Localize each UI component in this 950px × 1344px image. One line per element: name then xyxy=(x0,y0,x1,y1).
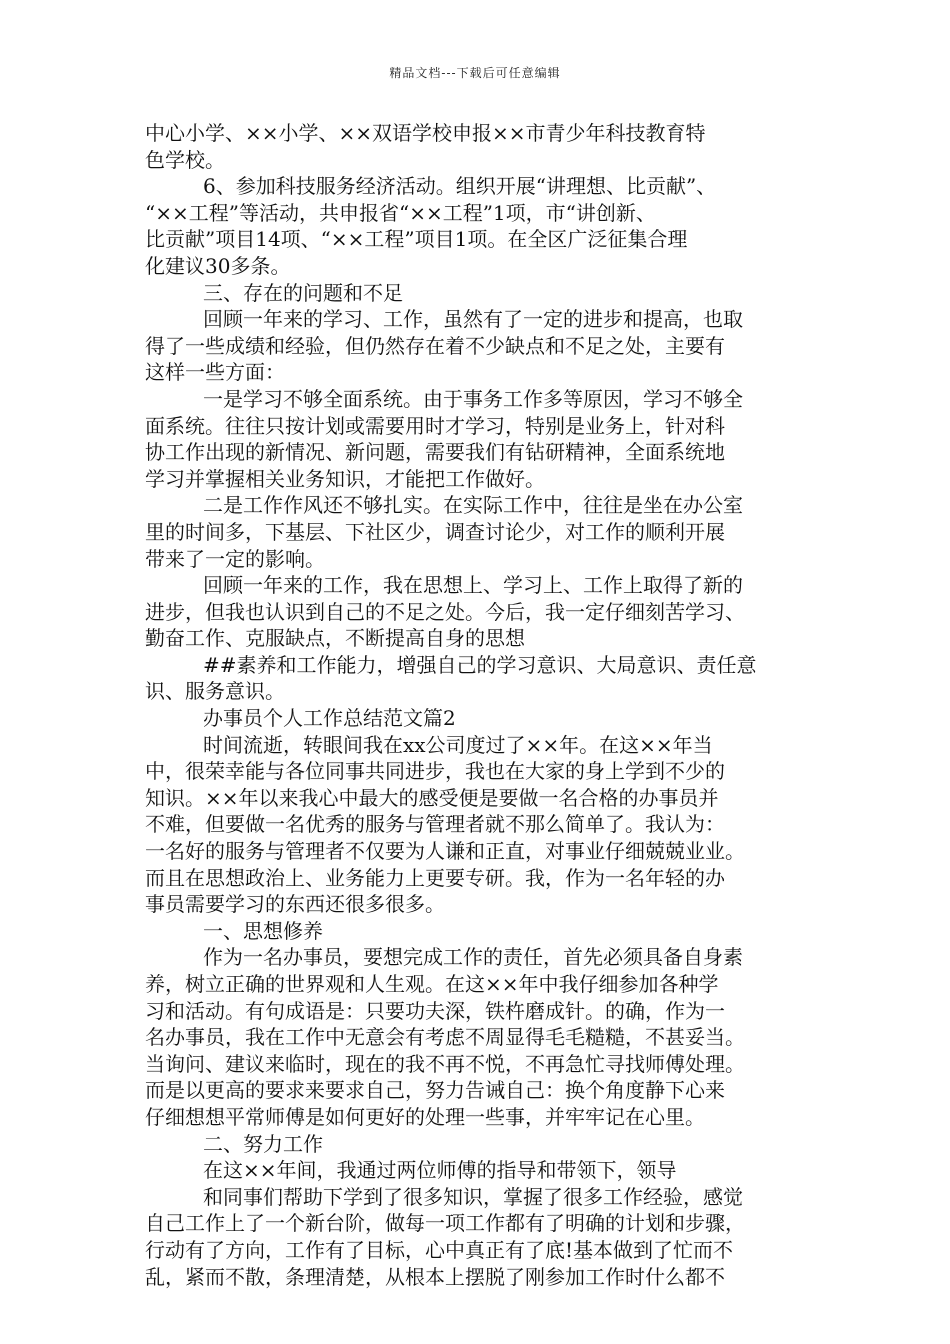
document-body xyxy=(145,120,825,1290)
text-line: 知识。××年以来我心中最大的感受便是要做一名合格的办事员并 xyxy=(145,785,719,810)
text-line: 一是学习不够全面系统。由于事务工作多等原因，学习不够全 xyxy=(203,386,743,411)
text-line: 一名好的服务与管理者不仅要为人谦和正直，对事业仔细兢兢业业。 xyxy=(145,839,745,864)
page-header: 精品文档---下载后可任意编辑 xyxy=(389,66,561,80)
text-line: 面系统。往往只按计划或需要用时才学习，特别是业务上，针对科 xyxy=(145,413,725,438)
text-line: 带来了一定的影响。 xyxy=(145,546,325,571)
text-line: 进步，但我也认识到自己的不足之处。今后，我一定仔细刻苦学习、 xyxy=(145,599,745,624)
text-line: ##素养和工作能力，增强自己的学习意识、大局意识、责任意 xyxy=(203,652,757,677)
text-line: 名办事员，我在工作中无意会有考虑不周显得毛毛糙糙，不甚妥当。 xyxy=(145,1025,745,1050)
text-line: 习和活动。有句成语是：只要功夫深，铁杵磨成针。的确，作为一 xyxy=(145,998,725,1023)
text-line: 乱，紧而不散，条理清楚，从根本上摆脱了刚参加工作时什么都不 xyxy=(145,1264,725,1289)
text-line: 养，树立正确的世界观和人生观。在这××年中我仔细参加各种学 xyxy=(145,972,719,996)
text-line: 学习并掌握相关业务知识，才能把工作做好。 xyxy=(145,466,545,491)
text-line: 化建议30多条。 xyxy=(145,253,291,278)
text-line: 事员需要学习的东西还很多很多。 xyxy=(145,892,445,917)
text-line: 作为一名办事员，要想完成工作的责任，首先必须具备自身素 xyxy=(203,945,743,970)
text-line: 办事员个人工作总结范文篇2 xyxy=(203,706,456,731)
text-line: 6、参加科技服务经济活动。组织开展“讲理想、比贡献”、 xyxy=(203,174,717,199)
text-line: 得了一些成绩和经验，但仍然存在着不少缺点和不足之处，主要有 xyxy=(145,333,725,358)
text-line: 不难，但要做一名优秀的服务与管理者就不那么简单了。我认为： xyxy=(145,812,725,837)
text-line: 识、服务意识。 xyxy=(145,679,285,704)
text-line: 而且在思想政治上、业务能力上更要专研。我，作为一名年轻的办 xyxy=(145,865,725,890)
text-line: 色学校。 xyxy=(145,147,225,172)
text-line: 二、努力工作 xyxy=(203,1131,323,1156)
text-line: 比贡献”项目14项、“××工程”项目1项。在全区广泛征集合理 xyxy=(145,227,688,252)
text-line: 勤奋工作、克服缺点，不断提高自身的思想 xyxy=(145,626,525,651)
text-line: 仔细想想平常师傅是如何更好的处理一些事，并牢牢记在心里。 xyxy=(145,1104,705,1129)
text-line: 在这××年间，我通过两位师傅的指导和带领下，领导 xyxy=(203,1158,677,1183)
text-line: 和同事们帮助下学到了很多知识，掌握了很多工作经验，感觉 xyxy=(203,1184,743,1209)
text-line: 自己工作上了一个新台阶，做每一项工作都有了明确的计划和步骤， xyxy=(145,1211,745,1236)
text-line: 时间流逝，转眼间我在xx公司度过了××年。在这××年当 xyxy=(203,732,713,757)
text-line: 二是工作作风还不够扎实。在实际工作中，往往是坐在办公室 xyxy=(203,493,743,518)
text-line: 这样一些方面： xyxy=(145,360,285,385)
text-line: 协工作出现的新情况、新问题，需要我们有钻研精神，全面系统地 xyxy=(145,440,725,465)
text-line: 回顾一年来的学习、工作，虽然有了一定的进步和提高，也取 xyxy=(203,307,743,332)
text-line: 里的时间多，下基层、下社区少，调查讨论少，对工作的顺利开展 xyxy=(145,519,725,544)
text-line: 中心小学、××小学、××双语学校申报××市青少年科技教育特 xyxy=(145,121,706,145)
text-line: 当询问、建议来临时，现在的我不再不悦，不再急忙寻找师傅处理。 xyxy=(145,1051,745,1076)
text-line: 一、思想修养 xyxy=(203,918,323,943)
text-line: 回顾一年来的工作，我在思想上、学习上、工作上取得了新的 xyxy=(203,573,743,598)
text-line: 而是以更高的要求来要求自己，努力告诫自己：换个角度静下心来 xyxy=(145,1078,725,1103)
text-line: “××工程”等活动，共申报省“××工程”1项，市“讲创新、 xyxy=(145,200,656,225)
text-line: 行动有了方向，工作有了目标，心中真正有了底!基本做到了忙而不 xyxy=(145,1237,734,1262)
text-line: 三、存在的问题和不足 xyxy=(203,280,403,305)
text-line: 中，很荣幸能与各位同事共同进步，我也在大家的身上学到不少的 xyxy=(145,759,725,784)
